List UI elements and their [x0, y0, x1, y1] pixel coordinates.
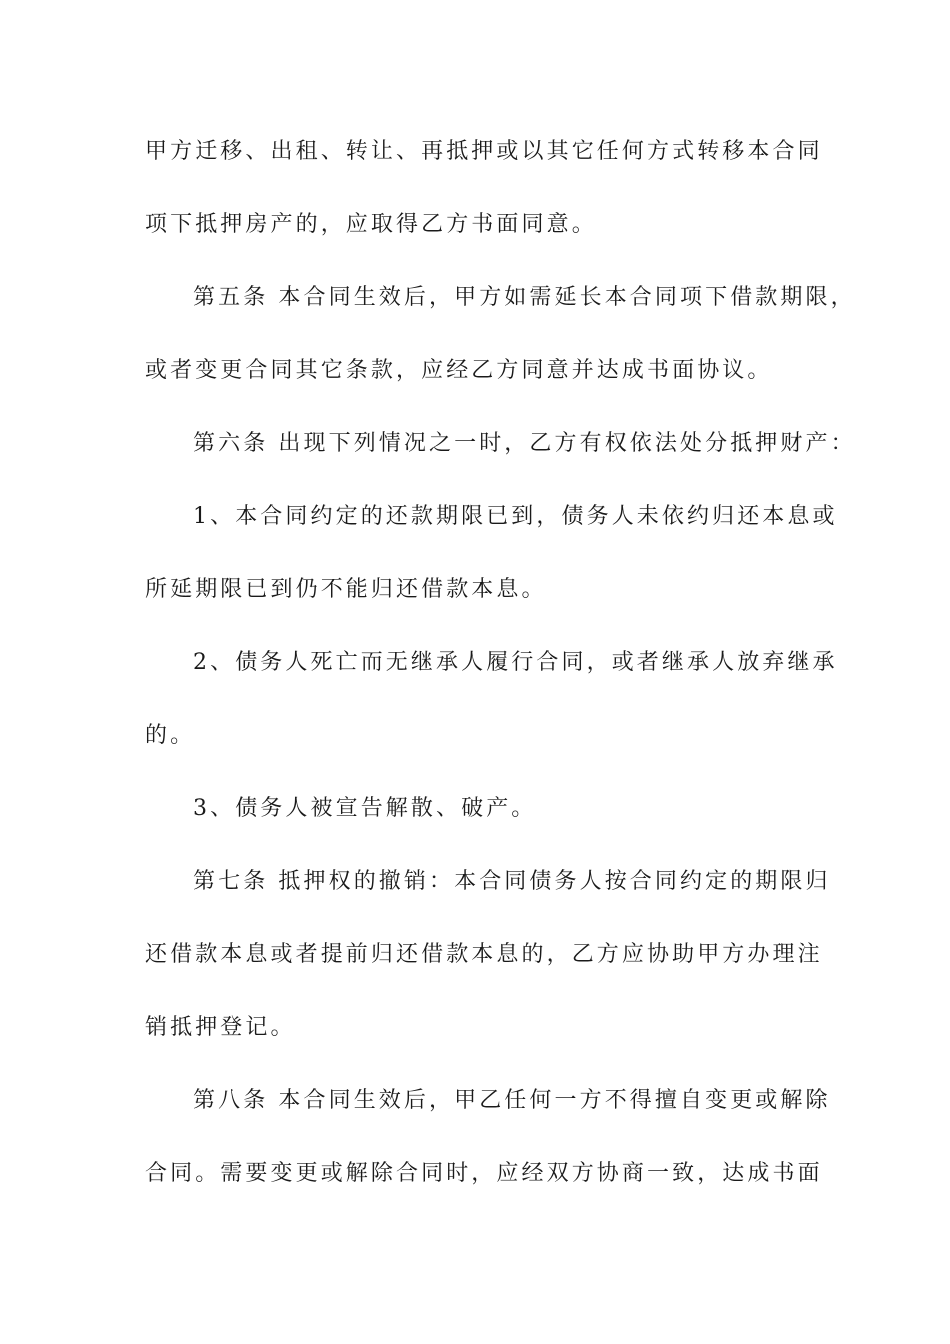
list-item-2-line: 2、债务人死亡而无继承人履行合同，或者继承人放弃继承: [193, 650, 838, 675]
text-line: 合同。需要变更或解除合同时，应经双方协商一致，达成书面: [145, 1161, 823, 1186]
text-line: 所延期限已到仍不能归还借款本息。: [145, 577, 547, 602]
list-item-3-line: 3、债务人被宣告解散、破产。: [193, 796, 537, 821]
text-line: 还借款本息或者提前归还借款本息的，乙方应协助甲方办理注: [145, 942, 823, 967]
text-line: 甲方迁移、出租、转让、再抵押或以其它任何方式转移本合同: [145, 139, 823, 164]
article-7-heading-line: 第七条 抵押权的撤销：本合同债务人按合同约定的期限归: [193, 869, 831, 894]
text-line: 项下抵押房产的，应取得乙方书面同意。: [145, 212, 597, 237]
text-line: 销抵押登记。: [145, 1015, 296, 1040]
article-8-heading-line: 第八条 本合同生效后，甲乙任何一方不得擅自变更或解除: [193, 1088, 831, 1113]
article-6-heading-line: 第六条 出现下列情况之一时，乙方有权依法处分抵押财产：: [193, 431, 856, 456]
list-item-1-line: 1、本合同约定的还款期限已到，债务人未依约归还本息或: [193, 504, 838, 529]
article-5-heading-line: 第五条 本合同生效后，甲方如需延长本合同项下借款期限，: [193, 285, 856, 310]
text-line: 的。: [145, 723, 196, 748]
text-line: 或者变更合同其它条款，应经乙方同意并达成书面协议。: [145, 358, 773, 383]
